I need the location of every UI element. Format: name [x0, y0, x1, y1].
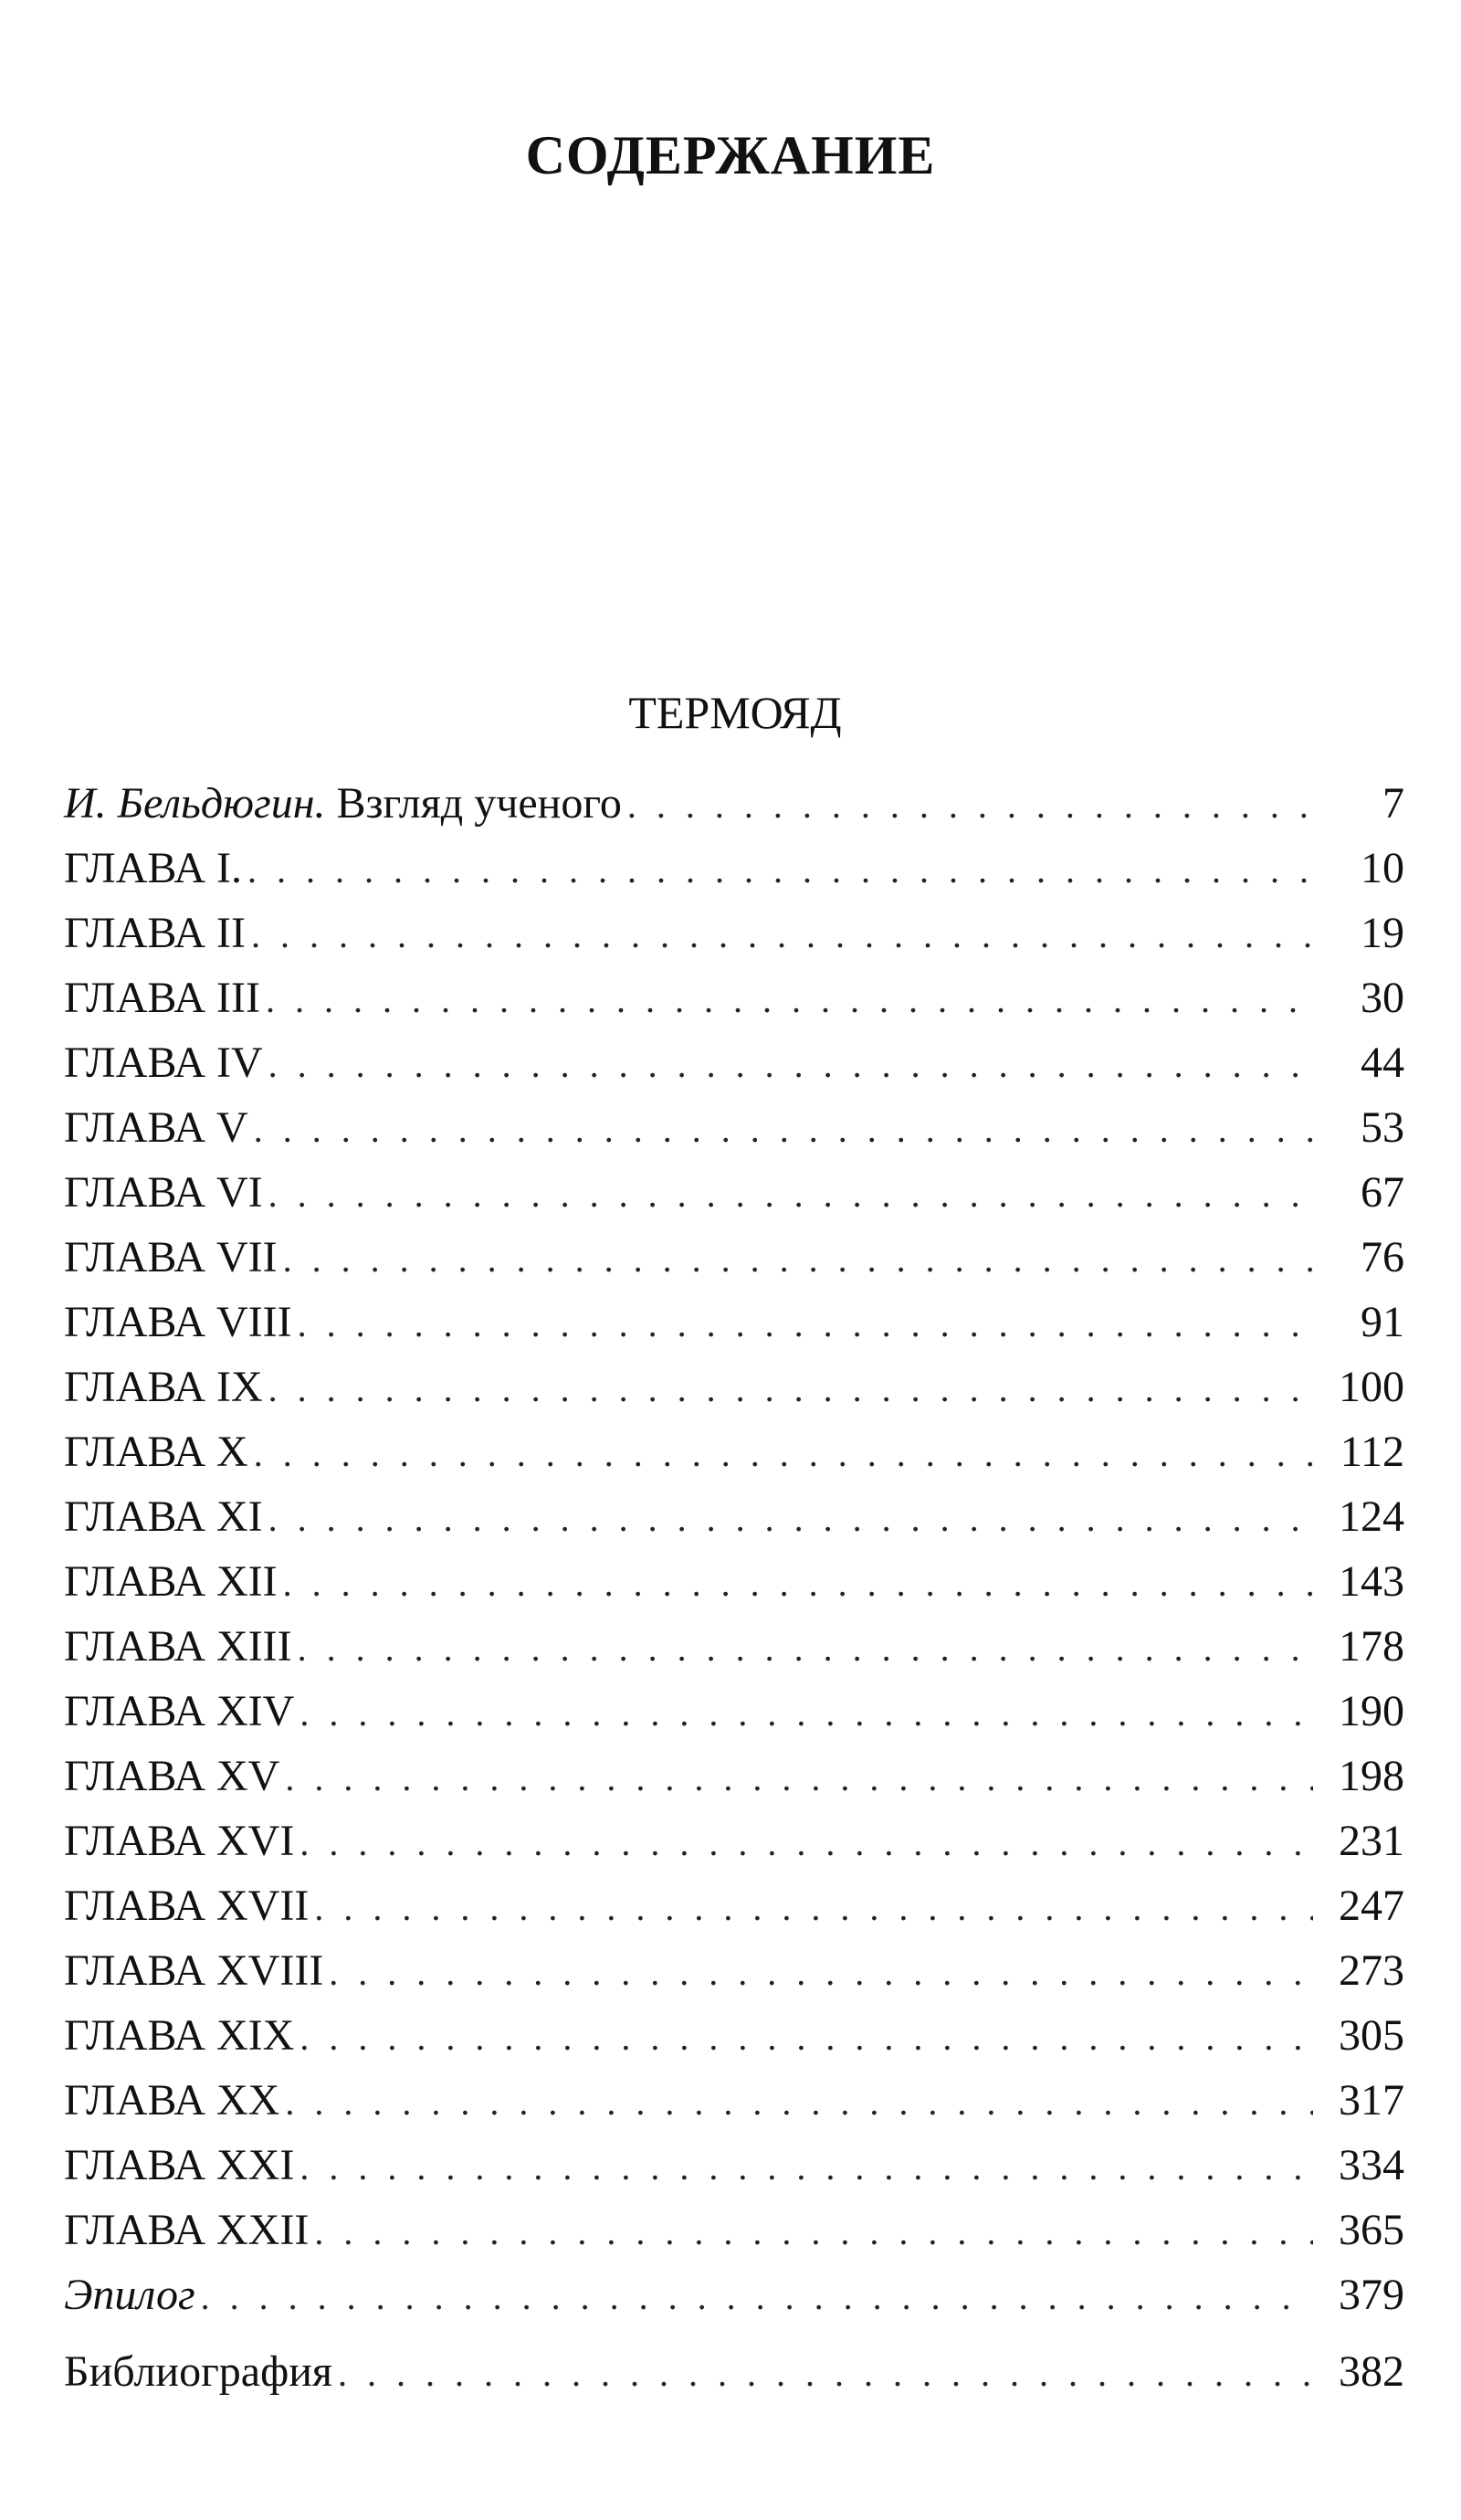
- dot-leader: [298, 1616, 1313, 1681]
- dot-leader: [283, 1551, 1313, 1616]
- toc-entry-label: Эпилог: [64, 2271, 195, 2319]
- toc-entry-label: ГЛАВА V: [64, 1103, 248, 1152]
- toc-entry-page: 317: [1339, 2076, 1404, 2125]
- toc-entry-chapter-12[interactable]: [64, 1549, 1404, 1614]
- toc-entry-label: ГЛАВА XXI: [64, 2141, 295, 2189]
- toc-entry-chapter-20[interactable]: [64, 2068, 1404, 2133]
- toc-entry-label: ГЛАВА XIX: [64, 2011, 295, 2060]
- toc-entry-page: 190: [1339, 1687, 1404, 1735]
- dot-leader: [285, 1745, 1313, 1810]
- toc-entry-label: ГЛАВА XX: [64, 2076, 280, 2125]
- toc-entry-chapter-6[interactable]: [64, 1160, 1404, 1225]
- toc-entry-label: ГЛАВА IV: [64, 1039, 263, 1087]
- dot-leader: [338, 2341, 1313, 2406]
- toc-entry-label: ГЛАВА XXII: [64, 2206, 310, 2254]
- dot-leader: [251, 902, 1313, 967]
- table-of-contents: [64, 771, 1404, 2404]
- toc-entry-epilogue[interactable]: [64, 2262, 1404, 2339]
- dot-leader: [247, 838, 1313, 902]
- toc-entry-author: И. Бельдюгин.: [64, 779, 326, 828]
- dot-leader: [268, 1486, 1313, 1551]
- toc-entry-label: ГЛАВА XVII: [64, 1882, 310, 1930]
- toc-entry-label: ГЛАВА VI: [64, 1168, 263, 1217]
- dot-leader: [300, 1681, 1313, 1745]
- toc-entry-page: 143: [1339, 1557, 1404, 1606]
- toc-entry-label: ГЛАВА XIV: [64, 1687, 295, 1735]
- toc-entry-bibliography[interactable]: [64, 2339, 1404, 2404]
- toc-entry-page: 76: [1361, 1233, 1404, 1281]
- toc-entry-page: 382: [1339, 2347, 1404, 2396]
- toc-entry-page: 198: [1339, 1752, 1404, 1800]
- toc-entry-chapter-9[interactable]: [64, 1355, 1404, 1419]
- toc-entry-label: ГЛАВА III: [64, 974, 260, 1022]
- dot-leader: [300, 2005, 1313, 2070]
- dot-leader: [300, 1810, 1313, 1875]
- toc-entry-foreword[interactable]: [64, 771, 1404, 836]
- toc-entry-chapter-15[interactable]: [64, 1744, 1404, 1808]
- toc-entry-chapter-2[interactable]: [64, 901, 1404, 965]
- toc-entry-chapter-8[interactable]: [64, 1290, 1404, 1355]
- toc-entry-label: ГЛАВА XVIII: [64, 1946, 324, 1995]
- toc-entry-page: 334: [1339, 2141, 1404, 2189]
- toc-entry-page: 231: [1339, 1817, 1404, 1865]
- dot-leader: [300, 2135, 1313, 2199]
- toc-entry-chapter-21[interactable]: [64, 2133, 1404, 2198]
- dot-leader: [298, 1292, 1313, 1356]
- section-title-text: ТЕРМОЯД: [628, 687, 842, 738]
- toc-entry-chapter-5[interactable]: [64, 1095, 1404, 1160]
- toc-entry-chapter-7[interactable]: [64, 1225, 1404, 1290]
- toc-entry-page: 112: [1340, 1428, 1404, 1476]
- toc-entry-label: ГЛАВА X: [64, 1428, 248, 1476]
- dot-leader: [201, 2264, 1313, 2329]
- toc-entry-label: ГЛАВА XIII: [64, 1622, 292, 1671]
- toc-entry-page: 365: [1339, 2206, 1404, 2254]
- toc-entry-label: ГЛАВА XV: [64, 1752, 280, 1800]
- dot-leader: [283, 1227, 1313, 1292]
- toc-entry-label: ГЛАВА XI: [64, 1492, 263, 1541]
- toc-entry-label: Библиография: [64, 2347, 332, 2396]
- toc-entry-label: ГЛАВА XII: [64, 1557, 278, 1606]
- toc-entry-page: 91: [1361, 1298, 1404, 1346]
- toc-entry-label: ГЛАВА VII: [64, 1233, 278, 1281]
- dot-leader: [268, 1356, 1313, 1421]
- dot-leader: [285, 2070, 1313, 2135]
- toc-entry-chapter-17[interactable]: [64, 1873, 1404, 1938]
- toc-entry-page: 305: [1339, 2011, 1404, 2060]
- dot-leader: [314, 2199, 1313, 2264]
- toc-entry-chapter-10[interactable]: [64, 1419, 1404, 1484]
- toc-entry-title: Взгляд ученого: [336, 779, 622, 828]
- dot-leader: [266, 967, 1313, 1032]
- toc-entry-page: 53: [1361, 1103, 1404, 1152]
- toc-entry-chapter-16[interactable]: [64, 1808, 1404, 1873]
- toc-entry-page: 19: [1361, 909, 1404, 957]
- toc-entry-page: 247: [1339, 1882, 1404, 1930]
- toc-entry-label: [64, 771, 622, 836]
- toc-entry-page: 273: [1339, 1946, 1404, 1995]
- toc-entry-chapter-18[interactable]: [64, 1938, 1404, 2003]
- toc-entry-chapter-4[interactable]: [64, 1030, 1404, 1095]
- dot-leader: [627, 773, 1313, 838]
- toc-entry-chapter-11[interactable]: [64, 1484, 1404, 1549]
- toc-entry-label: ГЛАВА I.: [64, 844, 242, 892]
- toc-entry-page: 124: [1339, 1492, 1404, 1541]
- toc-entry-page: 379: [1339, 2271, 1404, 2319]
- toc-entry-label: ГЛАВА IX: [64, 1363, 263, 1411]
- dot-leader: [314, 1875, 1313, 1940]
- dot-leader: [254, 1421, 1313, 1486]
- dot-leader: [329, 1940, 1313, 2005]
- toc-entry-label: ГЛАВА XVI: [64, 1817, 295, 1865]
- dot-leader: [268, 1162, 1313, 1227]
- toc-entry-page: 10: [1361, 844, 1404, 892]
- toc-entry-label: ГЛАВА II: [64, 909, 246, 957]
- toc-entry-chapter-19[interactable]: [64, 2003, 1404, 2068]
- dot-leader: [268, 1032, 1313, 1097]
- dot-leader: [254, 1097, 1313, 1162]
- section-title: [0, 687, 1461, 738]
- toc-entry-chapter-14[interactable]: [64, 1679, 1404, 1744]
- toc-entry-page: 30: [1361, 974, 1404, 1022]
- toc-entry-chapter-13[interactable]: [64, 1614, 1404, 1679]
- toc-entry-chapter-3[interactable]: [64, 965, 1404, 1030]
- toc-entry-chapter-1[interactable]: [64, 836, 1404, 901]
- toc-entry-page: 178: [1339, 1622, 1404, 1671]
- toc-entry-page: 67: [1361, 1168, 1404, 1217]
- toc-entry-page: 7: [1382, 779, 1404, 828]
- toc-entry-page: 100: [1339, 1363, 1404, 1411]
- toc-entry-chapter-22[interactable]: [64, 2198, 1404, 2262]
- page-title: СОДЕРЖАНИЕ: [525, 125, 936, 185]
- toc-entry-page: 44: [1361, 1039, 1404, 1087]
- toc-entry-label: ГЛАВА VIII: [64, 1298, 292, 1346]
